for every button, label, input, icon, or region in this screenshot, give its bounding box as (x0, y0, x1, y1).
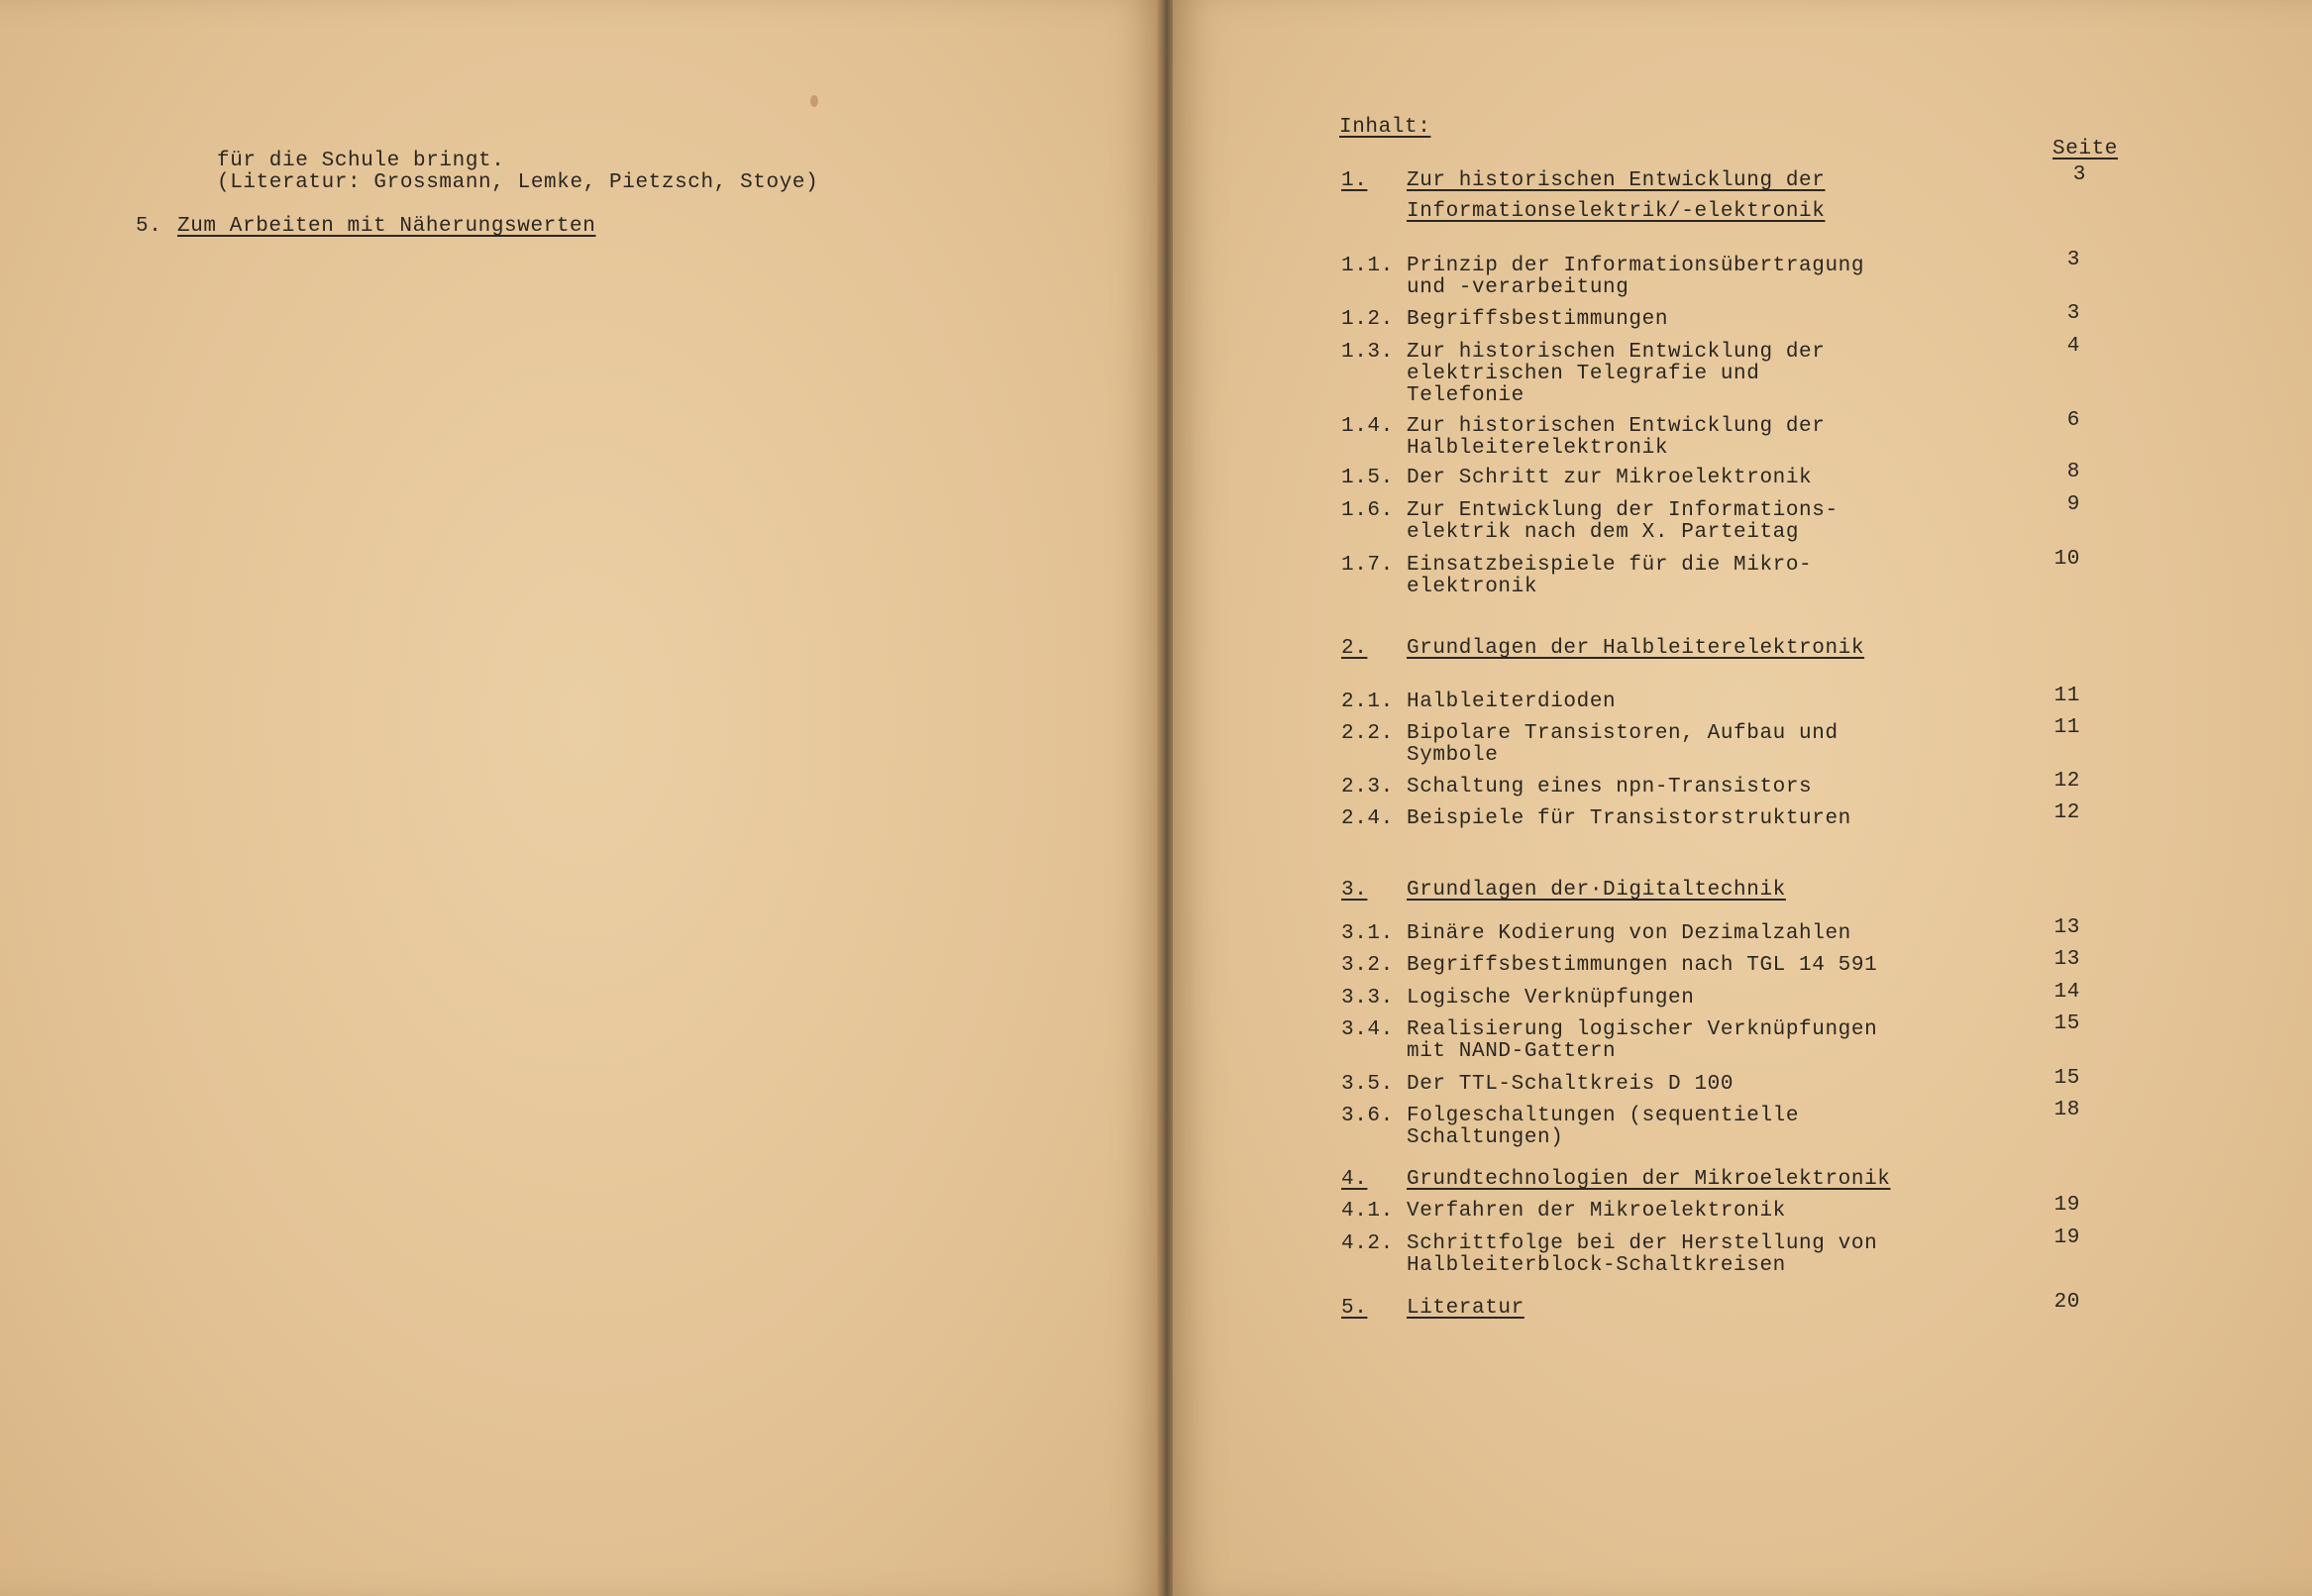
left-text-line: für die Schule bringt. (217, 150, 505, 172)
toc-page-number: 8 (2066, 461, 2080, 483)
toc-entry-number: 2.1. (1341, 691, 1394, 713)
toc-entry-number: 2. (1341, 637, 1368, 660)
toc-entry-number: 3. (1341, 879, 1368, 902)
toc-page-number: 19 (2053, 1226, 2080, 1249)
toc-page-number: 6 (2066, 409, 2080, 432)
toc-entry-number: 1.7. (1341, 554, 1394, 577)
toc-entry-title: Beispiele für Transistorstrukturen (1407, 807, 1851, 830)
toc-page-number: 3 (2066, 249, 2080, 271)
toc-entry-number: 3.3. (1341, 987, 1394, 1010)
toc-page-number: 13 (2053, 916, 2080, 939)
toc-entry-number: 2.3. (1341, 776, 1394, 798)
toc-page-number: 15 (2053, 1067, 2080, 1090)
toc-entry-title: Zur Entwicklung der Informations- (1407, 499, 1839, 522)
toc-entry-title: Begriffsbestimmungen (1407, 308, 1669, 331)
toc-entry-title: Halbleiterblock-Schaltkreisen (1407, 1254, 1786, 1277)
toc-entry-title: Telefonie (1407, 384, 1524, 407)
toc-entry-title: Realisierung logischer Verknüpfungen (1407, 1018, 1878, 1041)
toc-entry-title: elektrischen Telegrafie und (1407, 363, 1760, 385)
toc-entry-title: Logische Verknüpfungen (1407, 987, 1695, 1010)
toc-entry-number: 1.3. (1341, 341, 1394, 364)
toc-page-number: 11 (2053, 685, 2080, 707)
left-text-line: (Literatur: Grossmann, Lemke, Pietzsch, Stoye) (217, 171, 819, 194)
toc-entry-number: 1.5. (1341, 467, 1394, 489)
toc-entry-number: 1. (1341, 169, 1368, 192)
toc-page-number: 20 (2053, 1291, 2080, 1314)
toc-page-number: 18 (2053, 1099, 2080, 1121)
toc-entry-title: mit NAND-Gattern (1407, 1040, 1617, 1063)
table-of-contents (1173, 0, 2312, 1596)
toc-entry-title: Der Schritt zur Mikroelektronik (1407, 467, 1813, 489)
toc-entry-number: 3.1. (1341, 922, 1394, 945)
toc-entry-title: Halbleiterelektronik (1407, 437, 1669, 460)
toc-page-number: 3 (2072, 163, 2086, 186)
toc-entry-title: Bipolare Transistoren, Aufbau und (1407, 722, 1839, 745)
toc-entry-title: Grundlagen der·Digitaltechnik (1407, 879, 1786, 902)
toc-entry-number: 1.1. (1341, 255, 1394, 277)
left-item-number: 5. (136, 215, 162, 238)
toc-entry-number: 4. (1341, 1168, 1368, 1191)
toc-page-number: 12 (2053, 801, 2080, 824)
toc-entry-number: 4.1. (1341, 1200, 1394, 1223)
toc-entry-title: Folgeschaltungen (sequentielle (1407, 1105, 1800, 1127)
toc-entry-title: Schaltung eines npn-Transistors (1407, 776, 1813, 798)
toc-entry-title: Zur historischen Entwicklung der (1407, 169, 1826, 192)
toc-entry-number: 1.2. (1341, 308, 1394, 331)
toc-entry-title: Prinzip der Informationsübertragung (1407, 255, 1865, 277)
right-page (1173, 0, 2312, 1596)
page-column-header: Seite (2052, 138, 2119, 160)
toc-entry-title: Zur historischen Entwicklung der (1407, 415, 1826, 438)
toc-entry-title: Grundlagen der Halbleiterelektronik (1407, 637, 1865, 660)
toc-entry-number: 3.6. (1341, 1105, 1394, 1127)
paper-stain (810, 95, 818, 107)
toc-entry-title: Symbole (1407, 744, 1499, 767)
toc-entry-number: 5. (1341, 1297, 1368, 1320)
toc-entry-title: Informationselektrik/-elektronik (1407, 200, 1826, 223)
toc-entry-number: 2.4. (1341, 807, 1394, 830)
toc-entry-title: Begriffsbestimmungen nach TGL 14 591 (1407, 954, 1878, 977)
toc-entry-number: 1.6. (1341, 499, 1394, 522)
toc-entry-number: 3.4. (1341, 1018, 1394, 1041)
toc-entry-title: Binäre Kodierung von Dezimalzahlen (1407, 922, 1851, 945)
toc-entry-title: Einsatzbeispiele für die Mikro- (1407, 554, 1813, 577)
toc-page-number: 11 (2053, 716, 2080, 739)
toc-entry-number: 3.2. (1341, 954, 1394, 977)
toc-entry-title: Schaltungen) (1407, 1126, 1564, 1149)
toc-page-number: 9 (2066, 493, 2080, 516)
toc-entry-title: Zur historischen Entwicklung der (1407, 341, 1826, 364)
toc-page-number: 14 (2053, 981, 2080, 1004)
toc-page-number: 10 (2053, 548, 2080, 571)
toc-page-number: 13 (2053, 948, 2080, 971)
toc-entry-title: Der TTL-Schaltkreis D 100 (1407, 1073, 1734, 1096)
left-item-title: Zum Arbeiten mit Näherungswerten (177, 215, 596, 238)
toc-entry-title: Verfahren der Mikroelektronik (1407, 1200, 1786, 1223)
toc-page-number: 3 (2066, 302, 2080, 325)
toc-entry-number: 4.2. (1341, 1232, 1394, 1255)
toc-entry-title: Halbleiterdioden (1407, 691, 1617, 713)
toc-page-number: 4 (2066, 335, 2080, 358)
toc-entry-title: Grundtechnologien der Mikroelektronik (1407, 1168, 1891, 1191)
toc-entry-title: Schrittfolge bei der Herstellung von (1407, 1232, 1878, 1255)
toc-entry-title: und -verarbeitung (1407, 276, 1629, 299)
toc-page-number: 19 (2053, 1194, 2080, 1217)
toc-entry-number: 2.2. (1341, 722, 1394, 745)
toc-entry-title: elektronik (1407, 576, 1538, 598)
toc-page-number: 12 (2053, 770, 2080, 793)
toc-entry-number: 1.4. (1341, 415, 1394, 438)
toc-page-number: 15 (2053, 1012, 2080, 1035)
toc-heading: Inhalt: (1339, 116, 1431, 139)
toc-entry-title: elektrik nach dem X. Parteitag (1407, 521, 1800, 544)
toc-entry-number: 3.5. (1341, 1073, 1394, 1096)
toc-entry-title: Literatur (1407, 1297, 1524, 1320)
